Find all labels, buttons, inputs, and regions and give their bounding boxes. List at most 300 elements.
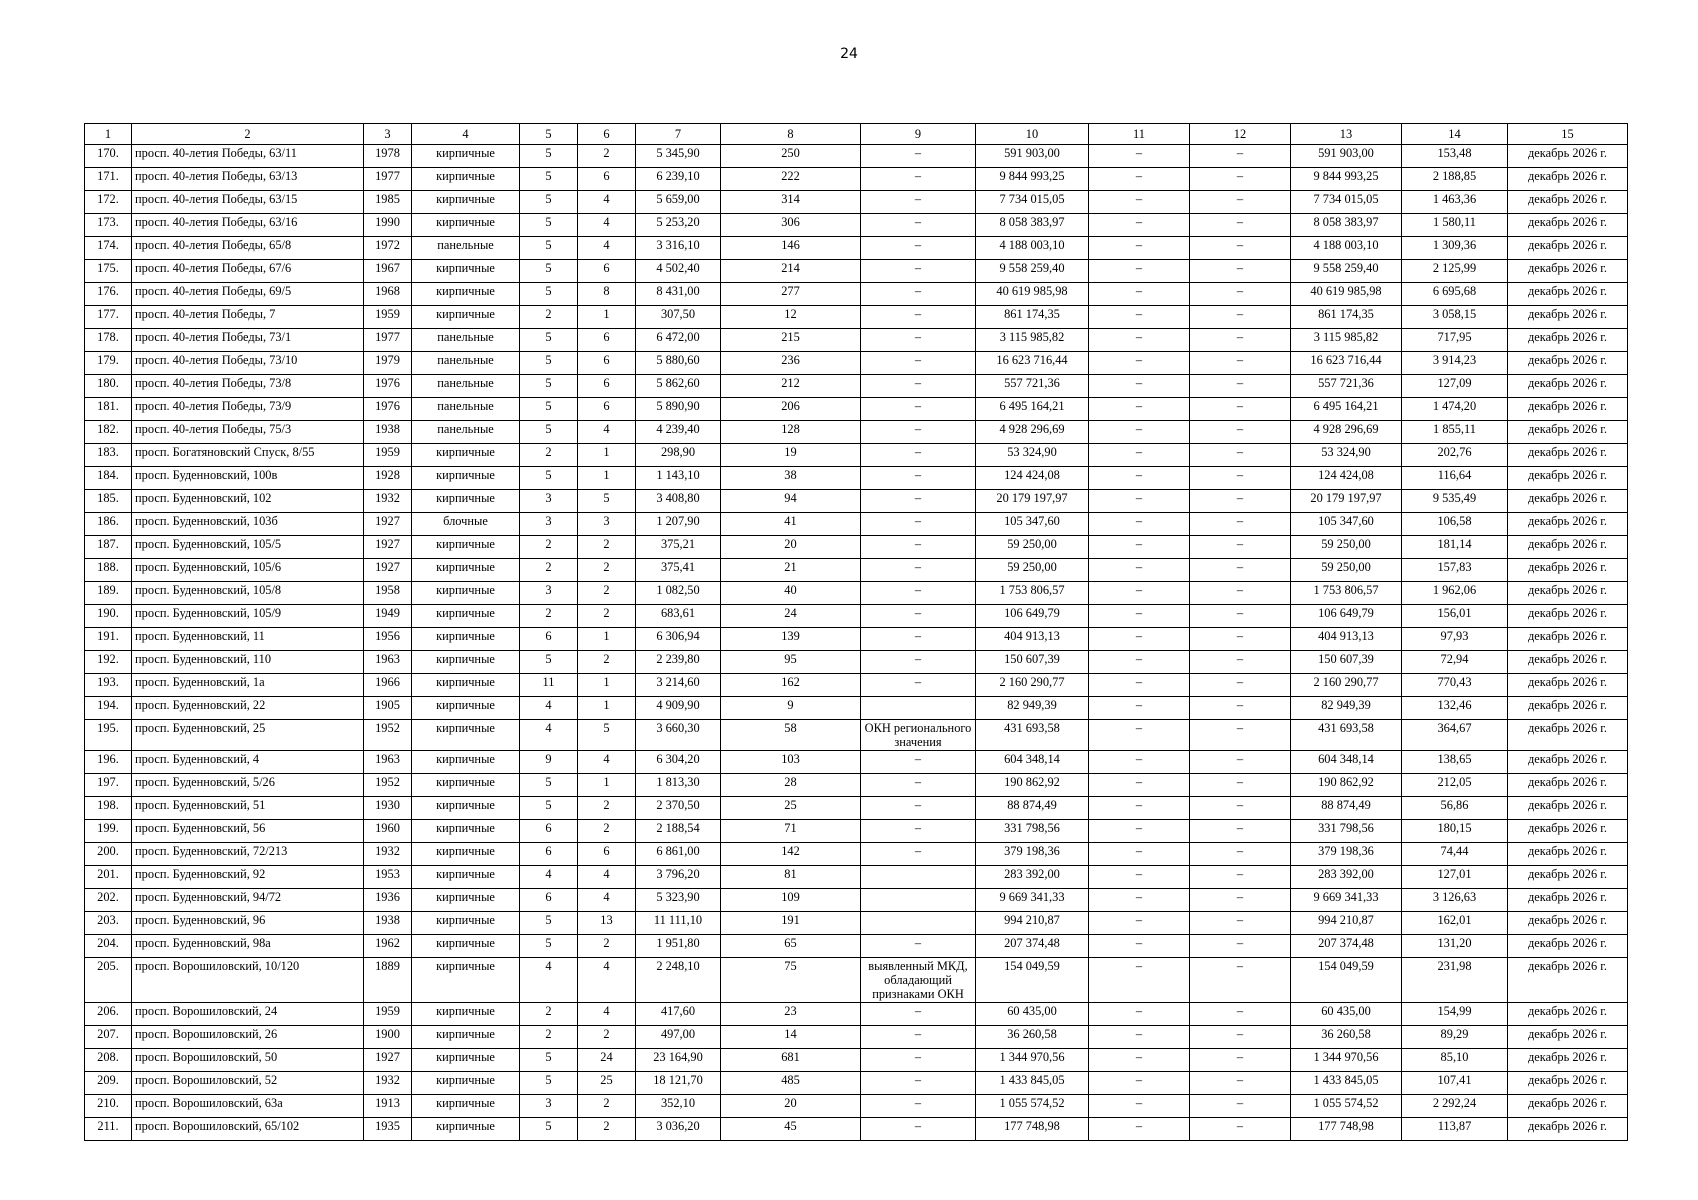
table-cell-col-10: 177 748,98: [976, 1118, 1089, 1141]
table-cell-col-9: –: [861, 774, 976, 797]
table-cell-col-11: –: [1089, 1003, 1190, 1026]
table-cell-col-11: –: [1089, 536, 1190, 559]
table-cell-col-2: просп. Богатяновский Спуск, 8/55: [132, 444, 364, 467]
table-cell-col-14: 153,48: [1402, 145, 1508, 168]
table-cell-col-3: 1985: [364, 191, 412, 214]
table-row: [85, 889, 1628, 912]
table-row: [85, 774, 1628, 797]
table-cell-col-10: 16 623 716,44: [976, 352, 1089, 375]
table-cell-col-4: кирпичные: [412, 467, 520, 490]
table-cell-col-6: 5: [578, 720, 636, 751]
table-cell-col-12: –: [1190, 628, 1291, 651]
table-cell-col-2: просп. Буденновский, 110: [132, 651, 364, 674]
table-cell-col-9: –: [861, 1118, 976, 1141]
table-cell-col-5: 2: [520, 1026, 578, 1049]
table-cell-col-3: 1979: [364, 352, 412, 375]
table-cell-col-12: –: [1190, 651, 1291, 674]
table-cell-col-4: кирпичные: [412, 145, 520, 168]
table-cell-col-12: –: [1190, 912, 1291, 935]
table-cell-col-8: 146: [721, 237, 861, 260]
table-cell-col-14: 154,99: [1402, 1003, 1508, 1026]
table-cell-col-4: кирпичные: [412, 214, 520, 237]
table-cell-col-3: 1968: [364, 283, 412, 306]
table-cell-col-15: декабрь 2026 г.: [1508, 490, 1628, 513]
table-cell-col-12: –: [1190, 866, 1291, 889]
table-cell-col-2: просп. Буденновский, 105/5: [132, 536, 364, 559]
table-cell-col-11: –: [1089, 513, 1190, 536]
table-cell-col-5: 5: [520, 774, 578, 797]
table-cell-col-11: –: [1089, 444, 1190, 467]
table-cell-col-9: –: [861, 1072, 976, 1095]
table-cell-col-6: 2: [578, 651, 636, 674]
table-cell-col-8: 250: [721, 145, 861, 168]
table-row: [85, 935, 1628, 958]
table-row: [85, 674, 1628, 697]
table-cell-col-5: 5: [520, 191, 578, 214]
table-cell-col-1: 184.: [85, 467, 132, 490]
table-cell-col-3: 1976: [364, 398, 412, 421]
table-row: [85, 797, 1628, 820]
table-cell-col-2: просп. 40-летия Победы, 67/6: [132, 260, 364, 283]
table-cell-col-7: 352,10: [636, 1095, 721, 1118]
table-cell-col-10: 557 721,36: [976, 375, 1089, 398]
table-cell-col-4: панельные: [412, 398, 520, 421]
table-cell-col-13: 1 055 574,52: [1291, 1095, 1402, 1118]
table-cell-col-13: 88 874,49: [1291, 797, 1402, 820]
table-cell-col-7: 375,41: [636, 559, 721, 582]
table-cell-col-11: –: [1089, 421, 1190, 444]
table-cell-col-6: 4: [578, 889, 636, 912]
table-cell-col-15: декабрь 2026 г.: [1508, 720, 1628, 751]
table-cell-col-6: 1: [578, 306, 636, 329]
table-cell-col-6: 2: [578, 797, 636, 820]
table-cell-col-2: просп. Буденновский, 92: [132, 866, 364, 889]
table-cell-col-1: 187.: [85, 536, 132, 559]
table-cell-col-10: 53 324,90: [976, 444, 1089, 467]
table-cell-col-4: кирпичные: [412, 444, 520, 467]
table-row: [85, 444, 1628, 467]
table-cell-col-1: 200.: [85, 843, 132, 866]
table-cell-col-6: 1: [578, 674, 636, 697]
table-cell-col-8: 28: [721, 774, 861, 797]
table-cell-col-10: 6 495 164,21: [976, 398, 1089, 421]
table-cell-col-8: 19: [721, 444, 861, 467]
table-cell-col-10: 106 649,79: [976, 605, 1089, 628]
table-row: [85, 536, 1628, 559]
table-cell-col-3: 1972: [364, 237, 412, 260]
table-cell-col-4: панельные: [412, 237, 520, 260]
table-cell-col-3: 1889: [364, 958, 412, 1003]
table-cell-col-12: –: [1190, 375, 1291, 398]
table-cell-col-14: 132,46: [1402, 697, 1508, 720]
table-cell-col-9: –: [861, 820, 976, 843]
table-cell-col-11: –: [1089, 329, 1190, 352]
table-cell-col-4: кирпичные: [412, 697, 520, 720]
table-cell-col-11: –: [1089, 889, 1190, 912]
table-cell-col-1: 198.: [85, 797, 132, 820]
table-cell-col-5: 5: [520, 467, 578, 490]
table-cell-col-7: 307,50: [636, 306, 721, 329]
table-cell-col-2: просп. Ворошиловский, 52: [132, 1072, 364, 1095]
table-cell-col-7: 6 239,10: [636, 168, 721, 191]
table-cell-col-15: декабрь 2026 г.: [1508, 582, 1628, 605]
table-cell-col-8: 81: [721, 866, 861, 889]
table-cell-col-14: 1 855,11: [1402, 421, 1508, 444]
table-cell-col-7: 1 082,50: [636, 582, 721, 605]
table-cell-col-8: 94: [721, 490, 861, 513]
table-cell-col-10: 4 928 296,69: [976, 421, 1089, 444]
table-cell-col-6: 1: [578, 697, 636, 720]
table-cell-col-10: 861 174,35: [976, 306, 1089, 329]
table-cell-col-14: 212,05: [1402, 774, 1508, 797]
table-row: [85, 191, 1628, 214]
table-cell-col-3: 1959: [364, 444, 412, 467]
table-cell-col-11: –: [1089, 1072, 1190, 1095]
table-cell-col-3: 1935: [364, 1118, 412, 1141]
table-cell-col-4: кирпичные: [412, 605, 520, 628]
table-cell-col-6: 5: [578, 490, 636, 513]
table-cell-col-10: 88 874,49: [976, 797, 1089, 820]
table-cell-col-5: 3: [520, 1095, 578, 1118]
table-cell-col-14: 113,87: [1402, 1118, 1508, 1141]
table-cell-col-1: 209.: [85, 1072, 132, 1095]
table-cell-col-5: 5: [520, 237, 578, 260]
table-cell-col-14: 3 914,23: [1402, 352, 1508, 375]
table-cell-col-12: –: [1190, 751, 1291, 774]
table-cell-col-12: –: [1190, 1095, 1291, 1118]
table-cell-col-6: 1: [578, 467, 636, 490]
table-cell-col-9: –: [861, 490, 976, 513]
table-cell-col-11: –: [1089, 1026, 1190, 1049]
table-row: [85, 958, 1628, 1003]
table-cell-col-13: 53 324,90: [1291, 444, 1402, 467]
table-cell-col-5: 2: [520, 444, 578, 467]
table-cell-col-3: 1952: [364, 720, 412, 751]
table-cell-col-6: 4: [578, 191, 636, 214]
table-row: [85, 628, 1628, 651]
table-cell-col-5: 5: [520, 329, 578, 352]
table-cell-col-3: 1960: [364, 820, 412, 843]
table-cell-col-1: 208.: [85, 1049, 132, 1072]
table-cell-col-15: декабрь 2026 г.: [1508, 1118, 1628, 1141]
page-number: 24: [840, 46, 858, 62]
table-cell-col-5: 4: [520, 720, 578, 751]
table-row: [85, 1049, 1628, 1072]
table-row: [85, 421, 1628, 444]
table-cell-col-14: 131,20: [1402, 935, 1508, 958]
table-cell-col-8: 191: [721, 912, 861, 935]
table-cell-col-13: 105 347,60: [1291, 513, 1402, 536]
table-cell-col-11: –: [1089, 467, 1190, 490]
table-cell-col-10: 431 693,58: [976, 720, 1089, 751]
table-cell-col-5: 4: [520, 866, 578, 889]
table-cell-col-14: 156,01: [1402, 605, 1508, 628]
table-cell-col-14: 1 580,11: [1402, 214, 1508, 237]
table-cell-col-9: –: [861, 398, 976, 421]
table-cell-col-13: 190 862,92: [1291, 774, 1402, 797]
table-cell-col-15: декабрь 2026 г.: [1508, 697, 1628, 720]
table-cell-col-12: –: [1190, 697, 1291, 720]
table-cell-col-9: –: [861, 168, 976, 191]
table-cell-col-4: кирпичные: [412, 306, 520, 329]
table-cell-col-11: –: [1089, 375, 1190, 398]
table-row: [85, 168, 1628, 191]
table-cell-col-1: 183.: [85, 444, 132, 467]
table-cell-col-15: декабрь 2026 г.: [1508, 329, 1628, 352]
table-cell-col-3: 1956: [364, 628, 412, 651]
table-cell-col-14: 97,93: [1402, 628, 1508, 651]
table-cell-col-1: 174.: [85, 237, 132, 260]
table-cell-col-2: просп. Ворошиловский, 26: [132, 1026, 364, 1049]
table-cell-col-12: –: [1190, 467, 1291, 490]
table-cell-col-10: 154 049,59: [976, 958, 1089, 1003]
table-cell-col-8: 45: [721, 1118, 861, 1141]
table-cell-col-9: выявленный МКД, обладающий признаками ОКН: [861, 958, 976, 1003]
table-cell-col-6: 25: [578, 1072, 636, 1095]
table-row: [85, 145, 1628, 168]
table-cell-col-4: кирпичные: [412, 1095, 520, 1118]
table-cell-col-10: 2 160 290,77: [976, 674, 1089, 697]
table-cell-col-14: 1 474,20: [1402, 398, 1508, 421]
table-cell-col-4: кирпичные: [412, 720, 520, 751]
table-cell-col-14: 74,44: [1402, 843, 1508, 866]
table-cell-col-4: кирпичные: [412, 559, 520, 582]
table-cell-col-15: декабрь 2026 г.: [1508, 1003, 1628, 1026]
table-cell-col-11: –: [1089, 774, 1190, 797]
table-cell-col-14: 202,76: [1402, 444, 1508, 467]
table-cell-col-8: 20: [721, 1095, 861, 1118]
table-cell-col-10: 379 198,36: [976, 843, 1089, 866]
table-cell-col-8: 9: [721, 697, 861, 720]
column-header-3: 3: [364, 124, 412, 145]
table-cell-col-5: 5: [520, 145, 578, 168]
table-cell-col-15: декабрь 2026 г.: [1508, 237, 1628, 260]
table-cell-col-7: 3 796,20: [636, 866, 721, 889]
table-cell-col-11: –: [1089, 628, 1190, 651]
table-cell-col-7: 1 143,10: [636, 467, 721, 490]
table-cell-col-9: –: [861, 260, 976, 283]
table-cell-col-13: 6 495 164,21: [1291, 398, 1402, 421]
table-cell-col-13: 9 558 259,40: [1291, 260, 1402, 283]
table-cell-col-10: 1 055 574,52: [976, 1095, 1089, 1118]
table-cell-col-4: кирпичные: [412, 168, 520, 191]
table-cell-col-12: –: [1190, 306, 1291, 329]
table-cell-col-12: –: [1190, 329, 1291, 352]
registry-table: [84, 123, 1628, 1141]
table-cell-col-9: –: [861, 582, 976, 605]
table-cell-col-8: 109: [721, 889, 861, 912]
table-cell-col-12: –: [1190, 774, 1291, 797]
table-cell-col-7: 5 862,60: [636, 375, 721, 398]
table-cell-col-1: 210.: [85, 1095, 132, 1118]
table-cell-col-5: 5: [520, 1072, 578, 1095]
table-cell-col-13: 177 748,98: [1291, 1118, 1402, 1141]
table-cell-col-9: –: [861, 214, 976, 237]
table-cell-col-6: 4: [578, 751, 636, 774]
table-cell-col-12: –: [1190, 1072, 1291, 1095]
table-cell-col-7: 18 121,70: [636, 1072, 721, 1095]
table-cell-col-9: [861, 697, 976, 720]
table-cell-col-12: –: [1190, 145, 1291, 168]
table-cell-col-9: –: [861, 628, 976, 651]
table-cell-col-9: –: [861, 283, 976, 306]
table-cell-col-2: просп. Буденновский, 100в: [132, 467, 364, 490]
table-cell-col-9: –: [861, 1049, 976, 1072]
table-cell-col-11: –: [1089, 260, 1190, 283]
table-cell-col-6: 1: [578, 628, 636, 651]
table-cell-col-4: кирпичные: [412, 1026, 520, 1049]
table-row: [85, 843, 1628, 866]
table-cell-col-12: –: [1190, 536, 1291, 559]
table-cell-col-1: 201.: [85, 866, 132, 889]
table-cell-col-9: –: [861, 651, 976, 674]
table-cell-col-2: просп. Буденновский, 51: [132, 797, 364, 820]
table-cell-col-6: 2: [578, 820, 636, 843]
table-cell-col-2: просп. Буденновский, 105/9: [132, 605, 364, 628]
table-cell-col-7: 2 370,50: [636, 797, 721, 820]
table-cell-col-6: 4: [578, 421, 636, 444]
table-cell-col-6: 6: [578, 260, 636, 283]
table-cell-col-4: кирпичные: [412, 1072, 520, 1095]
table-cell-col-12: –: [1190, 398, 1291, 421]
table-cell-col-11: –: [1089, 214, 1190, 237]
table-cell-col-8: 215: [721, 329, 861, 352]
table-cell-col-11: –: [1089, 1049, 1190, 1072]
table-cell-col-12: –: [1190, 352, 1291, 375]
table-cell-col-11: –: [1089, 674, 1190, 697]
table-cell-col-3: 1953: [364, 866, 412, 889]
table-cell-col-4: кирпичные: [412, 751, 520, 774]
table-cell-col-9: [861, 912, 976, 935]
table-cell-col-13: 1 433 845,05: [1291, 1072, 1402, 1095]
table-cell-col-3: 1927: [364, 1049, 412, 1072]
table-cell-col-3: 1913: [364, 1095, 412, 1118]
table-cell-col-4: кирпичные: [412, 889, 520, 912]
table-cell-col-4: кирпичные: [412, 1118, 520, 1141]
table-cell-col-15: декабрь 2026 г.: [1508, 444, 1628, 467]
table-cell-col-3: 1927: [364, 559, 412, 582]
table-cell-col-2: просп. 40-летия Победы, 69/5: [132, 283, 364, 306]
table-cell-col-15: декабрь 2026 г.: [1508, 214, 1628, 237]
table-cell-col-14: 85,10: [1402, 1049, 1508, 1072]
table-cell-col-5: 5: [520, 1118, 578, 1141]
table-cell-col-7: 5 659,00: [636, 191, 721, 214]
table-cell-col-4: блочные: [412, 513, 520, 536]
table-cell-col-11: –: [1089, 283, 1190, 306]
table-row: [85, 467, 1628, 490]
header-row: [85, 124, 1628, 145]
table-cell-col-10: 591 903,00: [976, 145, 1089, 168]
table-cell-col-9: –: [861, 797, 976, 820]
table-cell-col-7: 683,61: [636, 605, 721, 628]
table-cell-col-14: 364,67: [1402, 720, 1508, 751]
table-cell-col-2: просп. Ворошиловский, 50: [132, 1049, 364, 1072]
table-cell-col-12: –: [1190, 1049, 1291, 1072]
table-cell-col-10: 40 619 985,98: [976, 283, 1089, 306]
table-cell-col-5: 2: [520, 306, 578, 329]
table-cell-col-10: 1 344 970,56: [976, 1049, 1089, 1072]
table-cell-col-4: кирпичные: [412, 912, 520, 935]
column-header-11: 11: [1089, 124, 1190, 145]
table-cell-col-8: 24: [721, 605, 861, 628]
table-cell-col-1: 175.: [85, 260, 132, 283]
table-cell-col-15: декабрь 2026 г.: [1508, 191, 1628, 214]
table-cell-col-4: панельные: [412, 375, 520, 398]
table-cell-col-13: 3 115 985,82: [1291, 329, 1402, 352]
table-cell-col-12: –: [1190, 605, 1291, 628]
table-cell-col-11: –: [1089, 958, 1190, 1003]
table-row: [85, 375, 1628, 398]
table-cell-col-8: 12: [721, 306, 861, 329]
table-cell-col-9: [861, 889, 976, 912]
table-cell-col-9: –: [861, 513, 976, 536]
table-row: [85, 605, 1628, 628]
table-cell-col-10: 105 347,60: [976, 513, 1089, 536]
table-cell-col-15: декабрь 2026 г.: [1508, 651, 1628, 674]
table-cell-col-11: –: [1089, 820, 1190, 843]
table-cell-col-2: просп. 40-летия Победы, 75/3: [132, 421, 364, 444]
table-cell-col-10: 36 260,58: [976, 1026, 1089, 1049]
table-cell-col-1: 203.: [85, 912, 132, 935]
table-cell-col-10: 60 435,00: [976, 1003, 1089, 1026]
table-cell-col-13: 1 753 806,57: [1291, 582, 1402, 605]
table-cell-col-4: кирпичные: [412, 628, 520, 651]
table-cell-col-6: 6: [578, 375, 636, 398]
table-cell-col-7: 497,00: [636, 1026, 721, 1049]
table-cell-col-2: просп. Буденновский, 4: [132, 751, 364, 774]
table-cell-col-9: –: [861, 352, 976, 375]
table-cell-col-15: декабрь 2026 г.: [1508, 958, 1628, 1003]
table-row: [85, 1072, 1628, 1095]
table-cell-col-5: 5: [520, 375, 578, 398]
table-cell-col-12: –: [1190, 490, 1291, 513]
table-cell-col-13: 994 210,87: [1291, 912, 1402, 935]
table-cell-col-9: –: [861, 1026, 976, 1049]
table-cell-col-9: ОКН регионального значения: [861, 720, 976, 751]
table-cell-col-10: 207 374,48: [976, 935, 1089, 958]
table-cell-col-7: 417,60: [636, 1003, 721, 1026]
table-cell-col-7: 1 813,30: [636, 774, 721, 797]
table-cell-col-1: 206.: [85, 1003, 132, 1026]
table-row: [85, 1095, 1628, 1118]
table-cell-col-8: 222: [721, 168, 861, 191]
table-cell-col-1: 179.: [85, 352, 132, 375]
table-cell-col-12: –: [1190, 513, 1291, 536]
table-cell-col-3: 1936: [364, 889, 412, 912]
table-cell-col-15: декабрь 2026 г.: [1508, 352, 1628, 375]
table-cell-col-6: 2: [578, 1026, 636, 1049]
table-cell-col-1: 204.: [85, 935, 132, 958]
table-cell-col-5: 5: [520, 398, 578, 421]
column-header-2: 2: [132, 124, 364, 145]
table-cell-col-9: –: [861, 536, 976, 559]
table-cell-col-14: 138,65: [1402, 751, 1508, 774]
table-cell-col-13: 154 049,59: [1291, 958, 1402, 1003]
table-cell-col-14: 2 125,99: [1402, 260, 1508, 283]
table-cell-col-8: 485: [721, 1072, 861, 1095]
table-cell-col-12: –: [1190, 843, 1291, 866]
table-cell-col-7: 2 248,10: [636, 958, 721, 1003]
table-cell-col-12: –: [1190, 283, 1291, 306]
table-cell-col-1: 176.: [85, 283, 132, 306]
column-header-12: 12: [1190, 124, 1291, 145]
table-cell-col-1: 173.: [85, 214, 132, 237]
table-cell-col-3: 1938: [364, 421, 412, 444]
table-row: [85, 214, 1628, 237]
table-cell-col-1: 205.: [85, 958, 132, 1003]
table-cell-col-6: 2: [578, 935, 636, 958]
table-cell-col-7: 5 890,90: [636, 398, 721, 421]
